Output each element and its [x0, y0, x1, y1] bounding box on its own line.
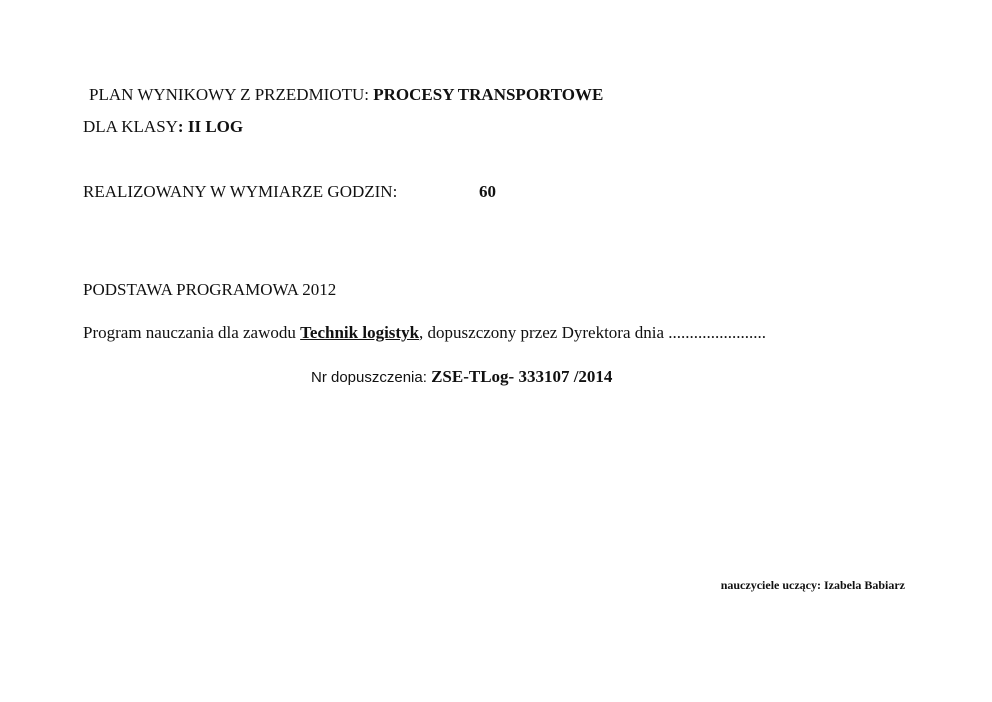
approval-line [311, 367, 612, 388]
program-suffix: , dopuszczony przez Dyrektora dnia ....................... [419, 323, 767, 342]
teachers-line: nauczyciele uczący: Izabela Babiarz [720, 578, 905, 592]
program-prefix: Program nauczania dla zawodu [83, 323, 301, 342]
profession-name: Technik logistyk [300, 323, 420, 342]
class-line [83, 117, 243, 137]
approval-number: ZSE-TLog- 333107 /2014 [431, 367, 613, 386]
hours-value: 60 [479, 182, 496, 201]
hours-label: REALIZOWANY W WYMIARZE GODZIN: [83, 182, 398, 201]
program-line [83, 323, 766, 343]
plan-title-prefix: PLAN WYNIKOWY Z PRZEDMIOTU: [89, 85, 374, 104]
hours-line [83, 182, 496, 202]
subject-name: PROCESY TRANSPORTOWE [373, 85, 604, 104]
plan-title-line [89, 85, 603, 105]
class-value: : II LOG [177, 117, 244, 136]
approval-label: Nr dopuszczenia: [311, 369, 432, 386]
class-label: DLA KLASY [83, 117, 178, 136]
curriculum-basis: PODSTAWA PROGRAMOWA 2012 [83, 280, 337, 299]
